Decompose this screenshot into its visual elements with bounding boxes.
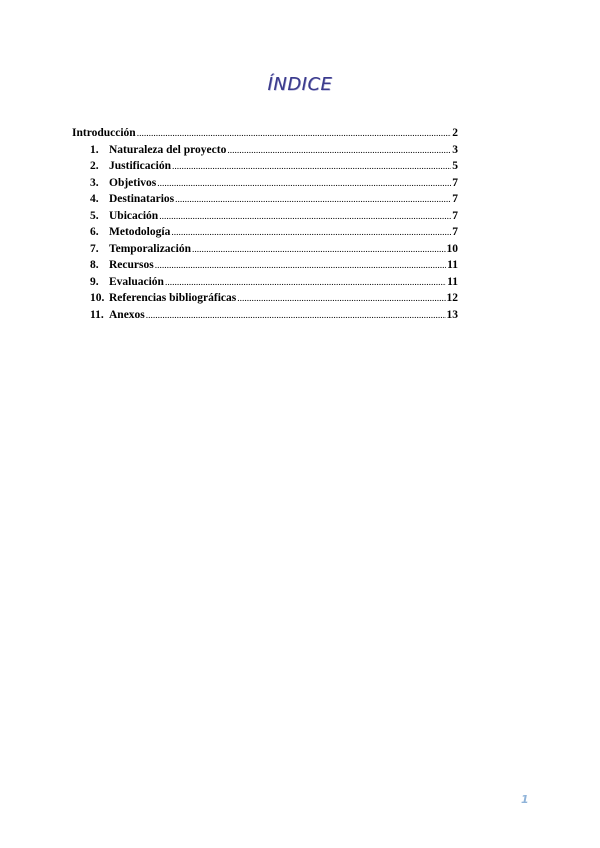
toc-entry-number: 10.: [90, 292, 105, 304]
toc-entry[interactable]: [72, 292, 458, 309]
toc-entry-page: 12: [446, 292, 458, 304]
toc-entry[interactable]: [72, 177, 458, 194]
toc-entry-number: 11.: [90, 308, 104, 321]
toc-entry-label: Naturaleza del proyecto: [109, 143, 227, 156]
toc-entry-number: 5.: [90, 209, 99, 222]
dot-leader: [172, 162, 451, 172]
toc-entry[interactable]: [72, 259, 458, 276]
toc-entry-page: 2: [452, 127, 458, 139]
toc-entry-label: Introducción: [72, 127, 136, 139]
dot-leader: [137, 129, 452, 139]
toc-entry[interactable]: [72, 160, 458, 177]
toc-entry-number: 8.: [90, 259, 99, 271]
toc-entry[interactable]: [72, 144, 458, 161]
toc-entry-page: 7: [452, 176, 458, 189]
dot-leader: [237, 294, 445, 304]
dot-leader: [155, 261, 446, 271]
toc-entry-page: 7: [452, 209, 458, 222]
toc-entry[interactable]: [72, 309, 458, 326]
toc-entry[interactable]: [72, 210, 458, 227]
toc-entry-label: Destinatarios: [109, 193, 175, 205]
toc-entry-label: Evaluación: [109, 275, 164, 288]
toc-entry-number: 9.: [90, 275, 99, 288]
toc-entry-page: 7: [452, 226, 458, 238]
dot-leader: [146, 311, 446, 321]
toc-entry-page: 7: [452, 193, 458, 205]
toc-entry-number: 6.: [90, 226, 99, 238]
toc-entry-label: Metodología: [109, 226, 171, 238]
dot-leader: [192, 245, 446, 255]
toc-entry-introduccion[interactable]: [72, 127, 458, 144]
toc-entry-number: 1.: [90, 143, 99, 156]
toc-entry[interactable]: [72, 193, 458, 210]
toc-entry-page: 3: [452, 143, 458, 156]
dot-leader: [165, 278, 446, 288]
toc-entry-number: 7.: [90, 242, 99, 255]
dot-leader: [227, 146, 451, 156]
toc-entry-page: 11: [447, 275, 458, 288]
toc-entry[interactable]: [72, 276, 458, 293]
toc-entry-number: 2.: [90, 160, 99, 172]
page-number: 1: [521, 793, 529, 806]
dot-leader: [175, 195, 451, 205]
toc-entry-label: Temporalización: [109, 242, 191, 255]
toc-entry[interactable]: [72, 243, 458, 260]
toc-entry-number: 3.: [90, 176, 99, 189]
toc-entry-page: 5: [452, 160, 458, 172]
dot-leader: [157, 179, 451, 189]
toc-entry[interactable]: [72, 226, 458, 243]
document-title: ÍNDICE: [267, 74, 333, 95]
dot-leader: [159, 212, 451, 222]
toc-entry-page: 13: [446, 308, 458, 321]
toc-entry-label: Justificación: [109, 160, 171, 172]
toc-entry-page: 11: [447, 259, 458, 271]
toc-entry-number: 4.: [90, 193, 99, 205]
toc-entry-label: Ubicación: [109, 209, 159, 222]
table-of-contents: [72, 127, 458, 325]
dot-leader: [171, 228, 451, 238]
toc-entry-label: Objetivos: [109, 176, 157, 189]
toc-entry-label: Referencias bibliográficas: [109, 292, 237, 304]
toc-entry-page: 10: [446, 242, 458, 255]
toc-entry-label: Anexos: [109, 308, 145, 321]
toc-entry-label: Recursos: [109, 259, 154, 271]
